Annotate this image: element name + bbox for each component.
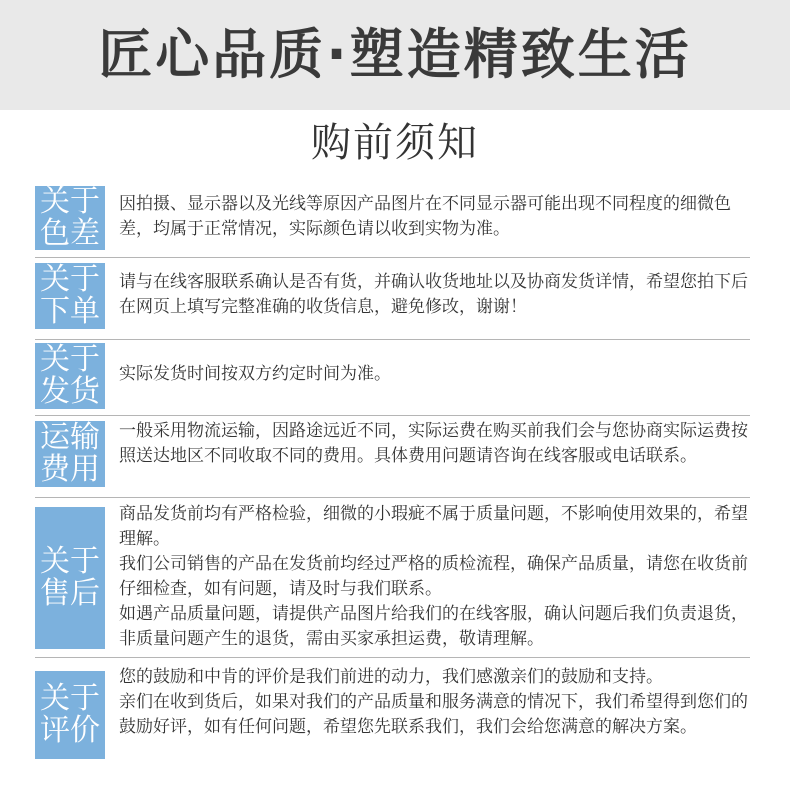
- section-label-line2: 费用: [40, 452, 100, 487]
- section-paragraph: 商品发货前均有严格检验，细微的小瑕疵不属于质量问题，不影响使用效果的，希望理解。: [119, 504, 748, 549]
- section-label-line2: 售后: [40, 576, 100, 611]
- section-label-badge: [35, 421, 105, 487]
- section-paragraph: 我们公司销售的产品在发货前均经过严格的质检流程，确保产品质量，请您在收货前仔细检查，如有问题，请及时与我们联系。: [119, 554, 748, 599]
- section-label-line1: 关于: [40, 342, 100, 377]
- section-label-line1: 关于: [40, 262, 100, 297]
- section-reviews: [35, 657, 750, 767]
- section-ordering: [35, 257, 750, 340]
- section-label-line1: 运输: [40, 420, 100, 455]
- section-paragraph: 一般采用物流运输，因路途远近不同，实际运费在购买前我们会与您协商实际运费按照送达地区不同收取不同的费用。具体费用问题请咨询在线客服或电话联系。: [119, 421, 748, 466]
- section-label-line1: 关于: [40, 544, 100, 579]
- section-label-line2: 色差: [40, 216, 100, 251]
- section-label-line1: 关于: [40, 184, 100, 219]
- section-content: [119, 419, 750, 469]
- section-shipping: [35, 339, 750, 416]
- section-paragraph: 因拍摄、显示器以及光线等原因产品图片在不同显示器可能出现不同程度的细微色差，均属于正常情况，实际颜色请以收到实物为准。: [119, 194, 731, 239]
- section-paragraph: 您的鼓励和中肯的评价是我们前进的动力，我们感激亲们的鼓励和支持。: [119, 667, 663, 687]
- section-content: [119, 362, 750, 387]
- section-label-line2: 下单: [40, 294, 100, 329]
- page-subtitle: 购前须知: [311, 120, 479, 166]
- section-paragraph: 如遇产品质量问题，请提供产品图片给我们的在线客服，确认问题后我们负责退货，非质量问题产生的退货，需由买家承担运费，敬请理解。: [119, 604, 748, 649]
- section-paragraph: 亲们在收到货后，如果对我们的产品质量和服务满意的情况下，我们希望得到您们的鼓励好评，如有任何问题，希望您先联系我们，我们会给您满意的解决方案。: [119, 692, 748, 737]
- page-title: 匠心品质·塑造精致生活: [98, 23, 692, 86]
- section-label-badge: [35, 186, 105, 250]
- section-content: [119, 502, 750, 652]
- section-label-line1: 关于: [40, 681, 100, 716]
- section-label-badge: [35, 507, 105, 649]
- section-after-sales: [35, 497, 750, 658]
- section-label-line2: 发货: [40, 374, 100, 409]
- section-paragraph: 请与在线客服联系确认是否有货，并确认收货地址以及协商发货详情，希望您拍下后在网页上填写完整准确的收货信息，避免修改，谢谢！: [119, 272, 748, 317]
- section-shipping-fee: [35, 415, 750, 498]
- section-content: [119, 665, 750, 740]
- section-label-badge: [35, 671, 105, 759]
- section-paragraph: 实际发货时间按双方约定时间为准。: [119, 364, 391, 384]
- section-label-badge: [35, 343, 105, 409]
- section-label-badge: [35, 263, 105, 329]
- header-banner: [0, 0, 790, 110]
- section-content: [119, 270, 750, 320]
- section-color-difference: [35, 182, 750, 258]
- section-label-line2: 评价: [40, 713, 100, 748]
- section-content: [119, 192, 750, 242]
